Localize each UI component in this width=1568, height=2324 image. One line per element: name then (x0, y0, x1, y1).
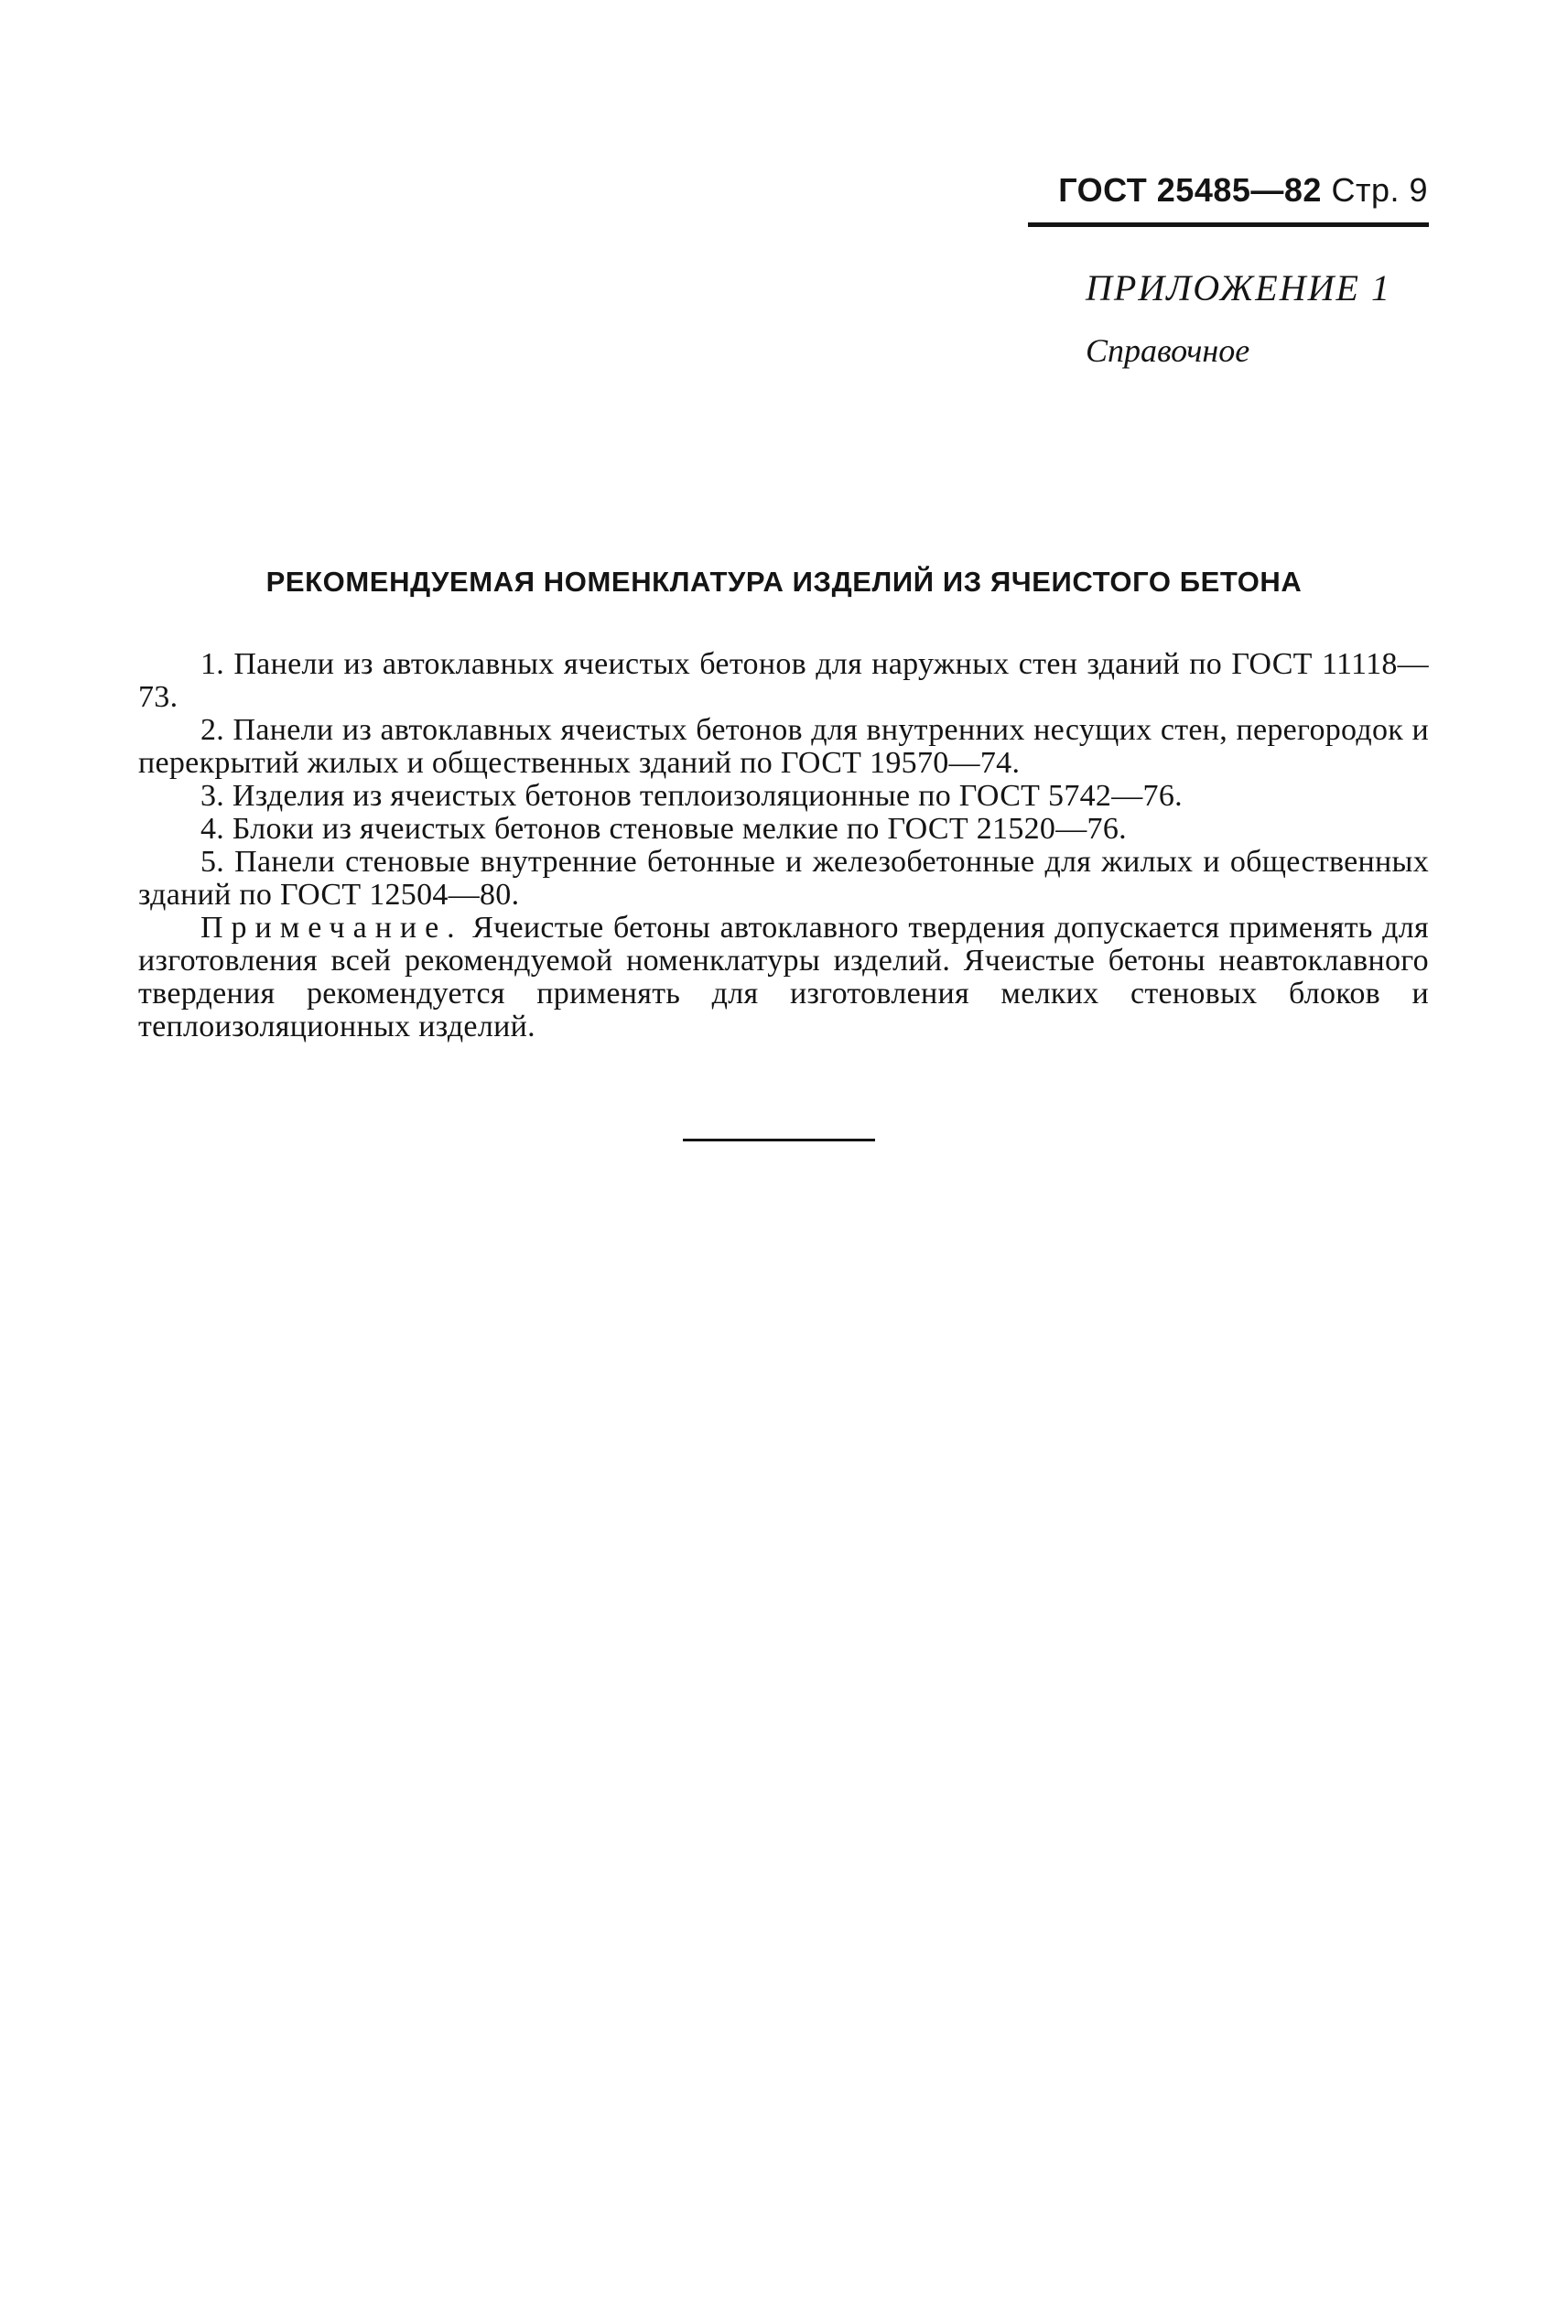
appendix-type: Справочное (1086, 332, 1250, 369)
header-rule (1028, 222, 1429, 227)
note-label: Примечание. (200, 911, 463, 945)
list-item-4: 4. Блоки из ячеистых бетонов стеновые мелкие по ГОСТ 21520—76. (200, 812, 1127, 846)
list-item-3: 3. Изделия из ячеистых бетонов теплоизоляционные по ГОСТ 5742—76. (200, 779, 1183, 813)
list-item-5: 5. Панели стеновые внутренние бетонные и железобетонные для жилых и общественных зданий по ГОСТ 12504—80. (138, 845, 1429, 912)
standard-number: ГОСТ 25485—82 (1058, 171, 1322, 209)
document-body (138, 648, 1429, 1043)
page-number: Стр. 9 (1331, 171, 1428, 209)
note-text: Ячеистые бетоны автоклавного твердения допускается применять для изготовления всей рекомендуемой номенклатуры изделий. Ячеистые бетоны неавтоклавного твердения рекомендуется применять для изготовления мелких стеновых блоков и теплоизоляционных изделий. (138, 911, 1429, 1043)
end-rule (683, 1139, 875, 1141)
list-item-1: 1. Панели из автоклавных ячеистых бетонов для наружных стен зданий по ГОСТ 11118—73. (138, 647, 1429, 714)
appendix-title: ПРИЛОЖЕНИЕ 1 (1086, 267, 1391, 308)
section-title: РЕКОМЕНДУЕМАЯ НОМЕНКЛАТУРА ИЗДЕЛИЙ ИЗ ЯЧЕИСТОГО БЕТОНА (265, 566, 1303, 598)
list-item-2: 2. Панели из автоклавных ячеистых бетонов для внутренних несущих стен, перегородок и перекрытий жилых и общественных зданий по ГОСТ 19570—74. (138, 713, 1429, 780)
note-paragraph (138, 912, 1429, 1043)
running-header (1025, 170, 1428, 211)
